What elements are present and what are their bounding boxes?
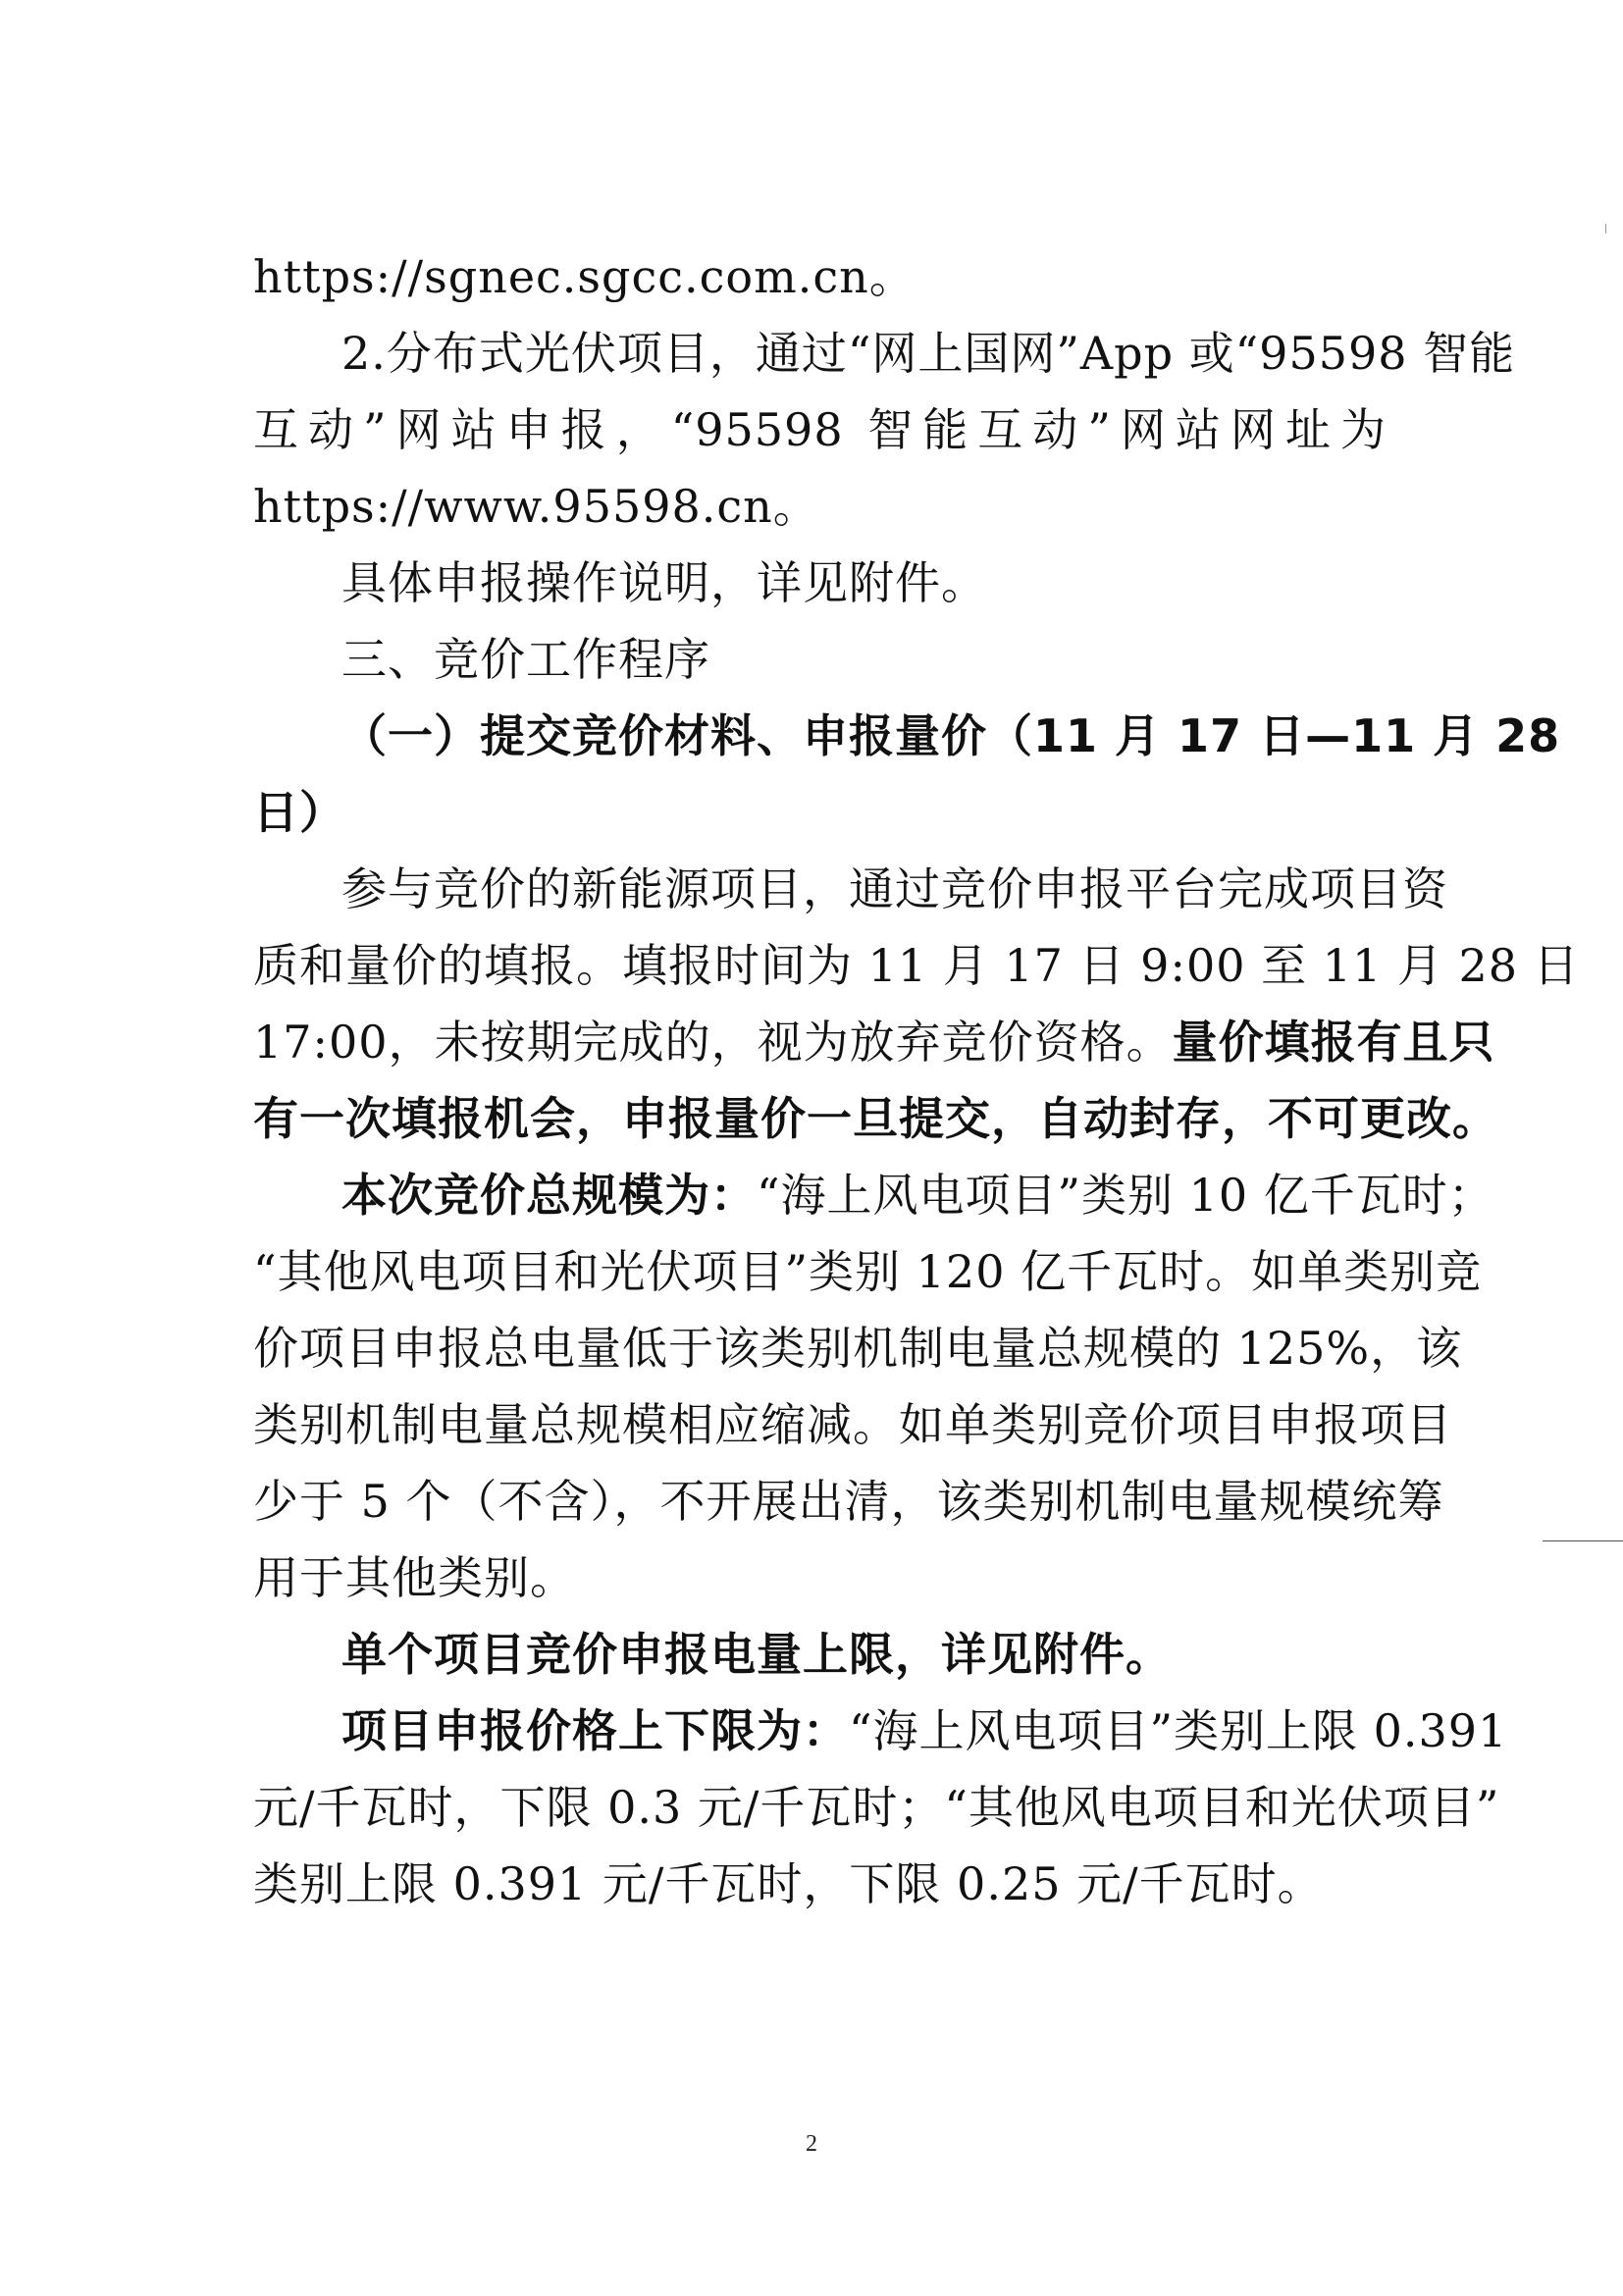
paragraph-scale-line-4: 类别机制电量总规模相应缩减。如单类别竞价项目申报项目 <box>253 1398 1452 1451</box>
paragraph-see-attachment: 具体申报操作说明，详见附件。 <box>341 556 987 609</box>
url-line-sgnec: https://sgnec.sgcc.com.cn。 <box>253 250 916 303</box>
paragraph-price-offshore: “海上风电项目”类别上限 0.391 <box>849 1704 1508 1757</box>
url-line-95598: https://www.95598.cn。 <box>253 480 819 533</box>
subsection-heading-1-line-1: （一）提交竞价材料、申报量价（11 月 17 日—11 月 28 <box>341 709 1561 762</box>
paragraph-scale-label: 本次竞价总规模为： <box>341 1169 757 1222</box>
page-number: 2 <box>806 2131 817 2157</box>
paragraph-price-label: 项目申报价格上下限为： <box>341 1704 849 1757</box>
paragraph-volume-limit: 单个项目竞价申报电量上限，详见附件。 <box>341 1628 1172 1681</box>
paragraph-scale-line-5: 少于 5 个（不含），不开展出清，该类别机制电量规模统筹 <box>253 1475 1444 1528</box>
section-heading-3: 三、竞价工作程序 <box>341 633 710 686</box>
paragraph-distributed-pv-line-1: 2.分布式光伏项目，通过“网上国网”App 或“95598 智能 <box>341 327 1516 380</box>
subsection-heading-1-line-2: 日） <box>253 786 345 839</box>
paragraph-bidding-deadline-text: 17:00，未按期完成的，视为放弃竞价资格。 <box>253 1016 1173 1069</box>
paragraph-scale-line-1 <box>341 1168 1494 1223</box>
paragraph-scale-line-2: “其他风电项目和光伏项目”类别 120 亿千瓦时。如单类别竞 <box>253 1245 1483 1298</box>
paragraph-bidding-line-2: 质和量价的填报。填报时间为 11 月 17 日 9:00 至 11 月 28 日 <box>253 939 1580 992</box>
paragraph-price-line-2: 元/千瓦时，下限 0.3 元/千瓦时；“其他风电项目和光伏项目” <box>253 1781 1500 1834</box>
paragraph-bidding-bold-text: 量价填报有且只 <box>1172 1016 1495 1069</box>
paragraph-bidding-line-3 <box>253 1015 1495 1070</box>
paragraph-scale-line-3: 价项目申报总电量低于该类别机制电量总规模的 125%，该 <box>253 1322 1463 1375</box>
paragraph-price-line-1 <box>341 1703 1508 1758</box>
scan-artifact-tick <box>1605 224 1606 234</box>
scan-artifact-line <box>1543 1540 1623 1541</box>
paragraph-bidding-line-1: 参与竞价的新能源项目，通过竞价申报平台完成项目资 <box>341 862 1448 915</box>
paragraph-bidding-line-4: 有一次填报机会，申报量价一旦提交，自动封存，不可更改。 <box>253 1092 1498 1145</box>
paragraph-scale-line-6: 用于其他类别。 <box>253 1551 576 1604</box>
paragraph-scale-offshore: “海上风电项目”类别 10 亿千瓦时； <box>757 1169 1494 1222</box>
paragraph-distributed-pv-line-2: 互动”网站申报，“95598 智能互动”网站网址为 <box>253 403 1387 456</box>
paragraph-price-line-3: 类别上限 0.391 元/千瓦时，下限 0.25 元/千瓦时。 <box>253 1857 1324 1910</box>
